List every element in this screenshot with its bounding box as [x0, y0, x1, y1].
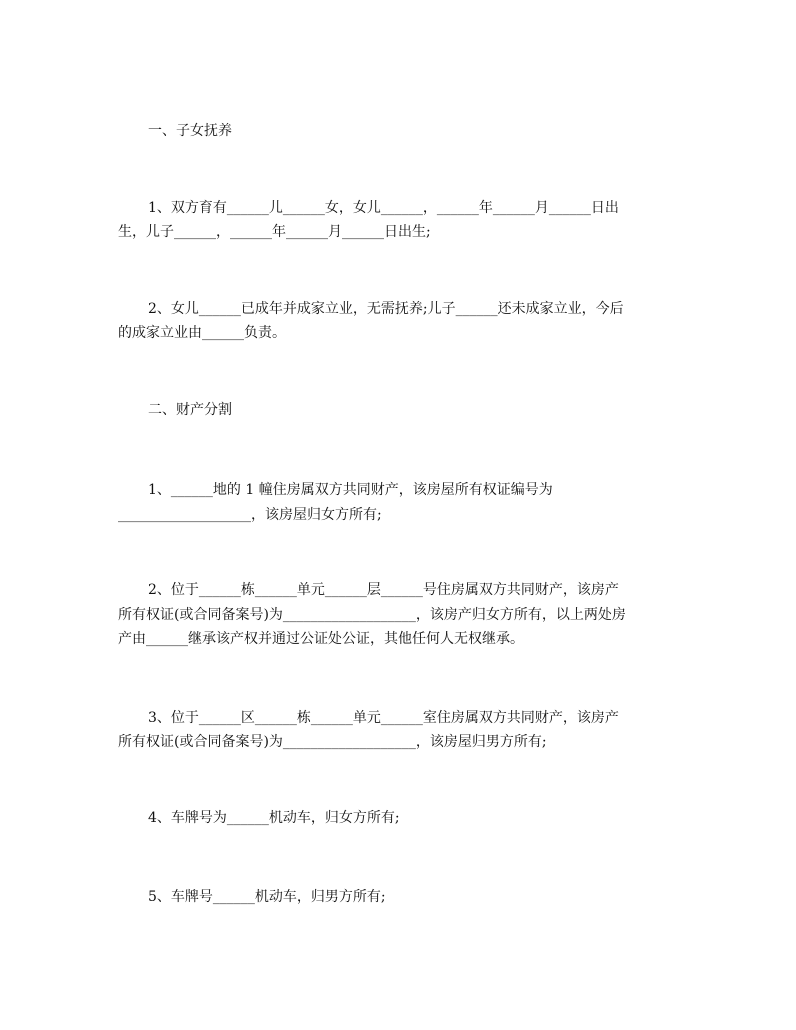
paragraph-line: 5、车牌号______机动车，归男方所有;: [148, 889, 386, 905]
paragraph-line: 所有权证(或合同备案号)为___________________，该房产归女方所有，以上两处房: [118, 607, 626, 623]
paragraph-line: ___________________，该房屋归女方所有;: [118, 507, 382, 523]
paragraph-line: 3、位于______区______栋______单元______室住房属双方共同财产，该房产: [148, 710, 619, 726]
paragraph-line: 2、位于______栋______单元______层______号住房属双方共同财产，该房产: [148, 582, 619, 598]
paragraph-line: 产由______继承该产权并通过公证处公证，其他任何人无权继承。: [118, 631, 524, 647]
paragraph-line: 生，儿子______，______年______月______日出生;: [118, 224, 431, 240]
section-heading-child-support: 一、子女抚养: [148, 123, 232, 139]
paragraph-line: 的成家立业由______负责。: [118, 325, 286, 341]
paragraph-line: 2、女儿______已成年并成家立业，无需抚养;儿子______还未成家立业，今后: [148, 301, 624, 317]
section-heading-property-division: 二、财产分割: [148, 402, 232, 418]
paragraph-line: 4、车牌号为______机动车，归女方所有;: [148, 810, 400, 826]
paragraph-line: 所有权证(或合同备案号)为___________________，该房屋归男方所有;: [118, 734, 547, 750]
paragraph-line: 1、______地的 1 幢住房属双方共同财产，该房屋所有权证编号为: [148, 482, 553, 498]
paragraph-line: 1、双方育有______儿______女，女儿______，______年______月______日出: [148, 200, 619, 216]
